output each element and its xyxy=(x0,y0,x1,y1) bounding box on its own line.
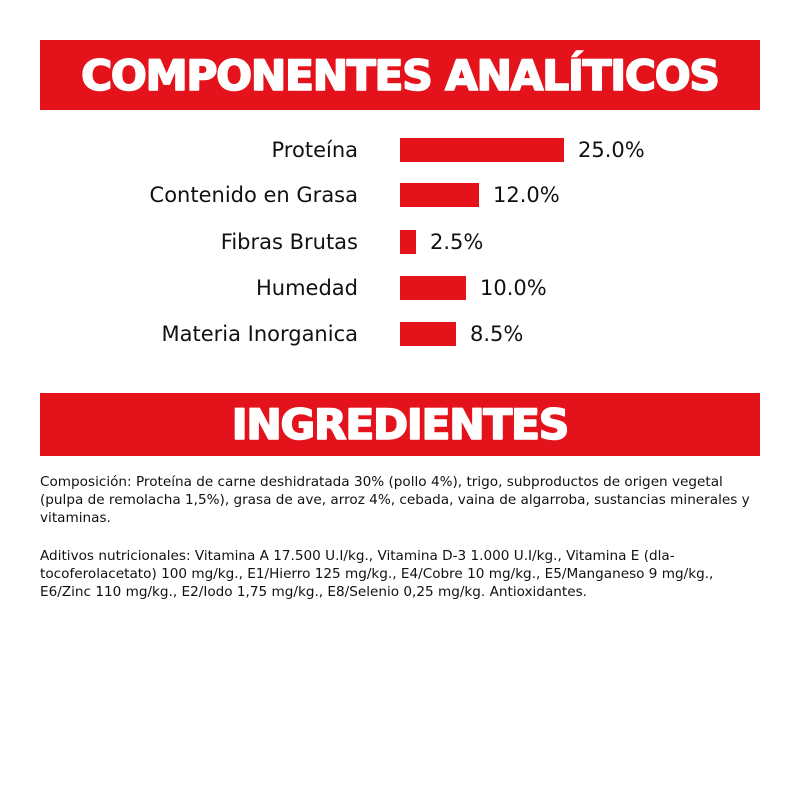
bar-row xyxy=(0,276,800,300)
bar-label: Materia Inorganica xyxy=(161,322,358,346)
bar-label: Fibras Brutas xyxy=(220,230,358,254)
analytics-banner xyxy=(40,40,760,110)
bar xyxy=(400,230,416,254)
bar-value-label: 2.5% xyxy=(430,230,484,254)
ingredients-title: INGREDIENTES xyxy=(231,400,569,449)
composition-paragraph: Composición: Proteína de carne deshidratada 30% (pollo 4%), trigo, subproductos de origen vegetal (pulpa de remolacha 1,5%), grasa de ave, arroz 4%, cebada, vaina de algarroba, sustancias minerales y vitaminas. xyxy=(40,474,750,526)
additives-paragraph: Aditivos nutricionales: Vitamina A 17.500 U.I/kg., Vitamina D-3 1.000 U.I/kg., Vitamina E (dla-tocoferolacetato) 100 mg/kg., E1/Hierro 125 mg/kg., E4/Cobre 10 mg/kg., E5/Manganeso 9 mg/kg., E6/Zinc 110 mg/kg., E2/Iodo 1,75 mg/kg., E8/Selenio 0,25 mg/kg. Antioxidantes. xyxy=(40,548,714,600)
bar-row xyxy=(0,230,800,254)
bar xyxy=(400,183,479,207)
bar xyxy=(400,322,456,346)
bar-label: Proteína xyxy=(271,138,358,162)
bar-label: Humedad xyxy=(255,276,358,300)
bar-value-label: 25.0% xyxy=(578,138,645,162)
ingredients-banner xyxy=(40,393,760,456)
bar-row xyxy=(0,138,800,162)
bar-row xyxy=(0,322,800,346)
bar-value-label: 12.0% xyxy=(493,183,560,207)
bar-row xyxy=(0,183,800,207)
bar xyxy=(400,138,564,162)
bar xyxy=(400,276,466,300)
analytics-title: COMPONENTES ANALÍTICOS xyxy=(81,50,719,100)
bar-value-label: 10.0% xyxy=(480,276,547,300)
bar-label: Contenido en Grasa xyxy=(149,183,358,207)
analytics-bar-chart xyxy=(0,120,800,370)
bar-value-label: 8.5% xyxy=(470,322,524,346)
